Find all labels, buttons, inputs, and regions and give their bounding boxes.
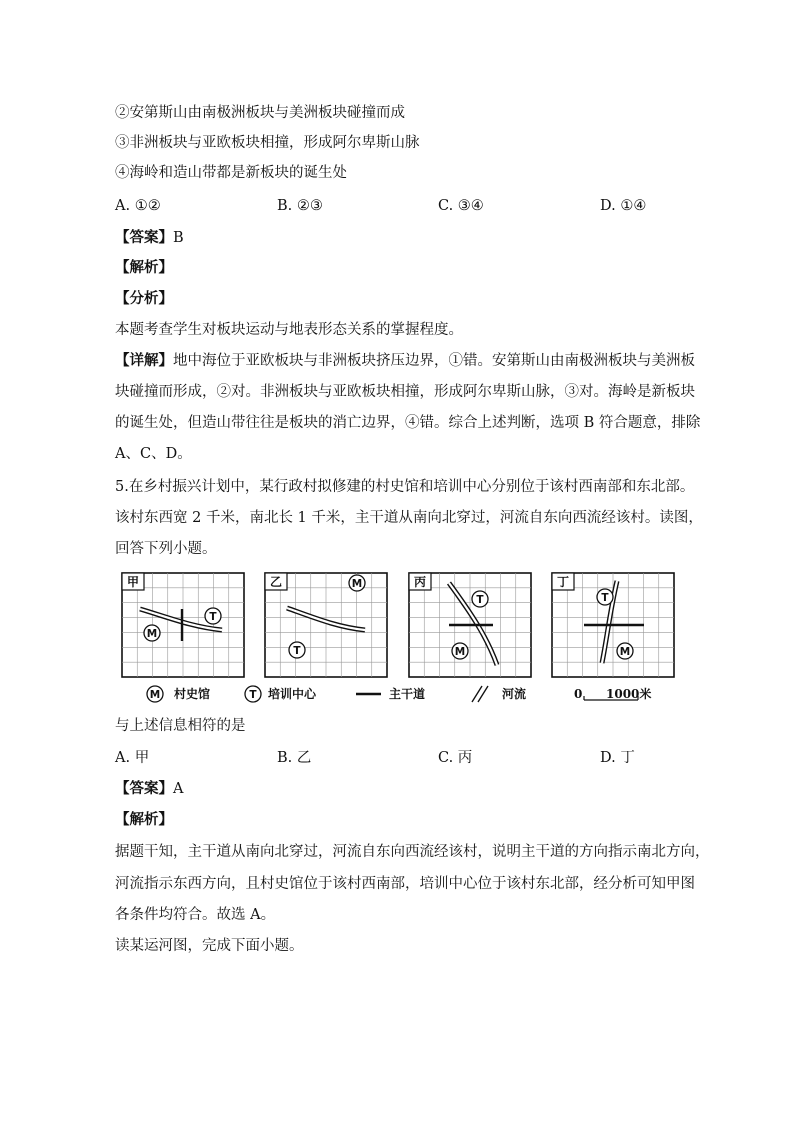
q4-detail-line-3: 的诞生处，但造山带往往是板块的消亡边界，④错。综合上述判断，选项 B 符合题意，排除 bbox=[115, 415, 701, 431]
q5-option-b: B. 乙 bbox=[277, 750, 312, 766]
q4-option-d: D. ①④ bbox=[600, 198, 647, 214]
map-1-museum-letter: M bbox=[146, 628, 158, 640]
legend-scale-zero: 0 bbox=[574, 687, 583, 701]
q4-fenxi-label: 【分析】 bbox=[115, 290, 173, 307]
q5-analysis-line-2: 河流指示东西方向，且村史馆位于该村西南部，培训中心位于该村东北部，经分析可知甲图 bbox=[115, 876, 695, 892]
q5-option-a: A. 甲 bbox=[115, 750, 150, 766]
q5-analysis-label: 【解析】 bbox=[115, 811, 173, 828]
map-2-label: 乙 bbox=[269, 575, 283, 589]
detail-label: 【详解】 bbox=[115, 352, 173, 369]
statement-3: ③非洲板块与亚欧板块相撞，形成阿尔卑斯山脉 bbox=[115, 135, 420, 151]
legend-scale-value: 1000米 bbox=[606, 687, 652, 701]
map-3-training-letter: T bbox=[476, 594, 484, 606]
map-1-training-letter: T bbox=[209, 611, 217, 623]
q5-analysis-line-3: 各条件均符合。故选 A。 bbox=[115, 907, 276, 923]
map-3-museum-letter: M bbox=[454, 646, 466, 658]
q4-detail-line-4: A、C、D。 bbox=[115, 446, 192, 462]
q5-option-c: C. 丙 bbox=[438, 750, 473, 766]
next-question-intro: 读某运河图，完成下面小题。 bbox=[115, 938, 304, 954]
detail-text: 地中海位于亚欧板块与非洲板块挤压边界，①错。安第斯山由南极洲板块与美洲板 bbox=[173, 353, 695, 369]
legend-road: 主干道 bbox=[389, 687, 426, 701]
q5-answer bbox=[115, 779, 183, 799]
legend-river-symbol-left bbox=[472, 686, 482, 702]
statement-4: ④海岭和造山带都是新板块的诞生处 bbox=[115, 165, 347, 181]
q4-option-a: A. ①② bbox=[115, 198, 161, 214]
q5-option-d: D. 丁 bbox=[600, 750, 635, 766]
q4-analysis-label: 【解析】 bbox=[115, 259, 173, 276]
legend-training: 培训中心 bbox=[268, 687, 317, 701]
legend-river-symbol-right bbox=[478, 686, 488, 702]
map-2-museum-letter: M bbox=[351, 578, 363, 590]
legend-museum: 村史馆 bbox=[174, 687, 211, 701]
q4-fenxi-text: 本题考查学生对板块运动与地表形态关系的掌握程度。 bbox=[115, 322, 463, 338]
statement-2: ②安第斯山由南极洲板块与美洲板块碰撞而成 bbox=[115, 105, 405, 121]
answer-label: 【答案】 bbox=[115, 229, 173, 246]
q4-detail-line-2: 块碰撞而形成，②对。非洲板块与亚欧板块相撞，形成阿尔卑斯山脉，③对。海岭是新板块 bbox=[115, 384, 695, 400]
q5-stem-line-2: 该村东西宽 2 千米，南北长 1 千米，主干道从南向北穿过，河流自东向西流经该村。读图， bbox=[115, 510, 703, 526]
legend-museum-symbol-letter: M bbox=[149, 689, 161, 701]
legend-river: 河流 bbox=[502, 687, 527, 701]
q5-question: 与上述信息相符的是 bbox=[115, 718, 246, 734]
map-4-museum-letter: M bbox=[619, 646, 631, 658]
map-3-label: 丙 bbox=[413, 575, 427, 589]
q5-stem-line-1: 5.在乡村振兴计划中，某行政村拟修建的村史馆和培训中心分别位于该村西南部和东北部。 bbox=[115, 479, 695, 495]
legend-training-symbol-letter: T bbox=[249, 689, 257, 701]
q5-stem-line-3: 回答下列小题。 bbox=[115, 541, 217, 557]
map-1-label: 甲 bbox=[126, 575, 140, 589]
map-4-label: 丁 bbox=[556, 575, 570, 589]
answer-label: 【答案】 bbox=[115, 780, 173, 797]
map-2-training-letter: T bbox=[293, 645, 301, 657]
q5-analysis-line-1: 据题干知，主干道从南向北穿过，河流自东向西流经该村，说明主干道的方向指示南北方向， bbox=[115, 844, 710, 860]
q4-option-c: C. ③④ bbox=[438, 198, 484, 214]
q4-option-b: B. ②③ bbox=[277, 198, 323, 214]
answer-value: B bbox=[173, 230, 184, 246]
map-4-training-letter: T bbox=[601, 592, 609, 604]
answer-value: A bbox=[173, 781, 184, 797]
